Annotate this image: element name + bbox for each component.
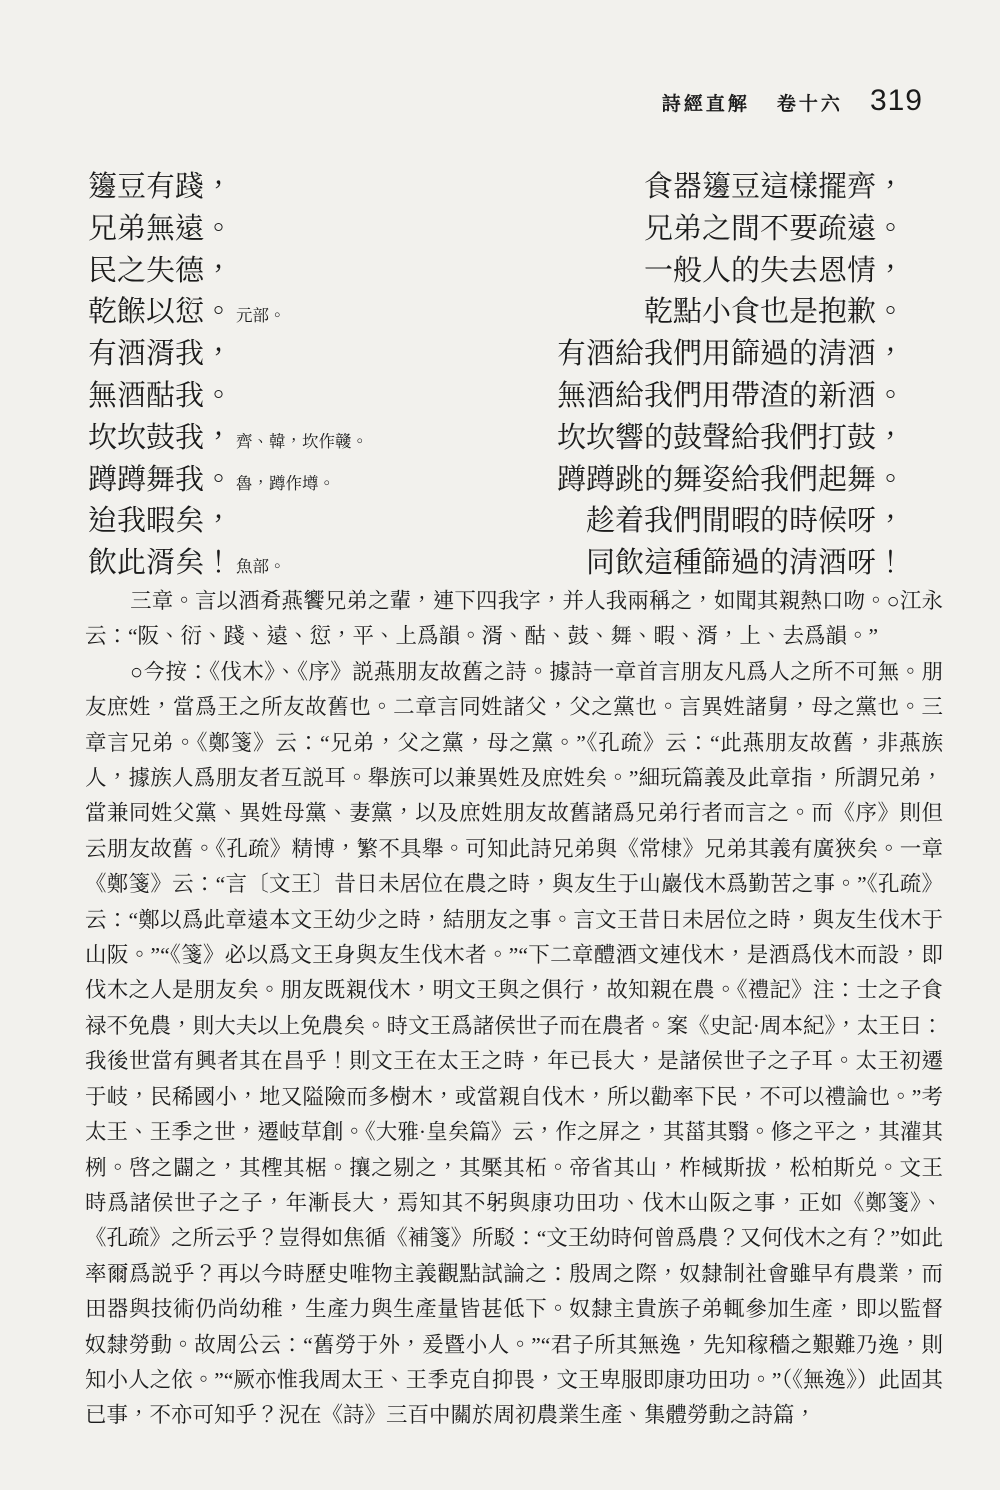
book-title: 詩經直解	[661, 94, 750, 115]
verse-translation-text: 坎坎響的鼓聲給我們打鼓，	[556, 421, 905, 454]
verse-phonetic-note: 魚部。	[236, 557, 286, 577]
verse-original-text: 兄弟無遠。	[88, 212, 234, 245]
verse-original-text: 飲此湑矣！	[88, 547, 234, 580]
verse-section	[88, 164, 905, 582]
verse-original	[88, 498, 236, 539]
verse-translation-text: 有酒給我們用篩過的清酒，	[556, 338, 905, 371]
verse-row	[88, 457, 905, 499]
verse-translation-text: 趁着我們閒暇的時候呀，	[585, 505, 905, 538]
running-head	[662, 84, 923, 118]
verse-translation-text: 無酒給我們用帶渣的新酒。	[556, 379, 905, 412]
verse-original	[88, 415, 368, 456]
commentary-editors-note: ○今按：《伐木》、《序》説燕朋友故舊之詩。據詩一章首言朋友凡爲人之所不可無。朋友庶姓，當爲王之所友故舊也。二章言同姓諸父，父之黨也。言異姓諸舅，母之黨也。三章言兄弟。《鄭箋》云：“兄弟，父之黨，母之黨。”《孔疏》云：“此燕朋友故舊，非燕族人，據族人爲朋友者互説耳。舉族可以兼異姓及庶姓矣。”細玩篇義及此章指，所謂兄弟，當兼同姓父黨、異姓母黨、妻黨，以及庶姓朋友故舊諸爲兄弟行者而言之。而《序》則但云朋友故舊。《孔疏》精博，繁不具舉。可知此詩兄弟與《常棣》兄弟其義有廣狹矣。一章《鄭箋》云：“言〔文王〕昔日未居位在農之時，與友生于山巖伐木爲勤苦之事。”《孔疏》云：“鄭以爲此章遠本文王幼少之時，結朋友之事。言文王昔日未居位之時，與友生伐木于山阪。”“《箋》必以爲文王身與友生伐木者。”“下二章醴酒文連伐木，是酒爲伐木而設，即伐木之人是朋友矣。朋友既親伐木，明文王與之俱行，故知親在農。《禮記》注：士之子食禄不免農，則大夫以上免農矣。時文王爲諸侯世子而在農者。案《史記·周本紀》，太王曰：我後世當有興者其在昌乎！則文王在太王之時，年已長大，是諸侯世子之子耳。太王初遷于岐，民稀國小，地又隘險而多樹木，或當親自伐木，所以勸率下民，不可以禮論也。”考太王、王季之世，遷岐草創。《大雅·皇矣篇》云，作之屏之，其菑其翳。修之平之，其灌其栵。啓之闢之，其檉其椐。攘之剔之，其檿其柘。帝省其山，柞棫斯拔，松柏斯兑。文王時爲諸侯世子之子，年漸長大，焉知其不躬與康功田功、伐木山阪之事，正如《鄭箋》、《孔疏》之所云乎？豈得如焦循《補箋》所駁：“文王幼時何曾爲農？又何伐木之有？”如此率爾爲説乎？再以今時歷史唯物主義觀點試論之：殷周之際，奴隸制社會雖早有農業，而田器與技術仍尚幼稚，生產力與生產量皆甚低下。奴隸主貴族子弟輒參加生產，即以監督奴隸勞動。故周公云：“舊勞于外，爰暨小人。”“君子所其無逸，先知稼穡之艱難乃逸，則知小人之依。”“厥亦惟我周太王、王季克自抑畏，文王卑服即康功田功。”（《無逸》）此固其已事，不亦可知乎？況在《詩》三百中關於周初農業生產、集體勞動之詩篇，	[85, 659, 943, 1428]
verse-row	[88, 289, 905, 331]
verse-phonetic-note: 元部。	[236, 306, 286, 326]
verse-row	[88, 331, 905, 373]
verse-original-text: 迨我暇矣，	[88, 505, 234, 538]
verse-original-text: 籩豆有踐，	[88, 171, 234, 203]
verse-phonetic-note: 魯，蹲作墫。	[236, 473, 336, 493]
verse-original	[88, 164, 236, 205]
verse-translation-text: 蹲蹲跳的舞姿給我們起舞。	[556, 463, 905, 496]
verse-original-text: 蹲蹲舞我。	[88, 463, 234, 496]
verse-phonetic-note: 齊、韓，坎作竷。	[236, 431, 369, 451]
verse-original	[88, 540, 286, 581]
verse-translation-text: 兄弟之間不要疏遠。	[643, 212, 905, 245]
verse-row	[88, 373, 905, 415]
verse-row	[88, 248, 905, 290]
verse-translation-text: 乾點小食也是抱歉。	[643, 296, 905, 329]
verse-row	[88, 164, 905, 206]
verse-original-text: 無酒酤我。	[88, 379, 234, 412]
verse-original	[88, 373, 236, 414]
verse-row	[88, 206, 905, 248]
commentary-stanza-summary: 三章。言以酒肴燕饗兄弟之輩，連下四我字，并人我兩稱之，如聞其親熱口吻。○江永云：“阪、衍、踐、遠、愆，平、上爲韻。湑、酤、鼓、舞、暇、湑，上、去爲韻。”	[85, 589, 943, 649]
verse-translation-text: 同飲這種篩過的清酒呀！	[585, 547, 905, 580]
page-number: 319	[869, 84, 923, 117]
verse-row	[88, 540, 905, 582]
verse-row	[88, 415, 905, 457]
verse-original-text: 民之失德，	[88, 254, 234, 287]
verse-translation-text: 一般人的失去恩情，	[643, 254, 905, 287]
verse-row	[88, 498, 905, 540]
commentary-section	[85, 584, 943, 1434]
verse-original-text: 有酒湑我，	[88, 338, 234, 371]
verse-original	[88, 206, 236, 247]
volume-label: 卷十六	[776, 94, 843, 115]
verse-translation-text: 食器籩豆這樣擺齊，	[643, 171, 905, 203]
verse-original	[88, 331, 236, 372]
verse-original	[88, 248, 236, 289]
verse-original	[88, 289, 286, 330]
verse-original	[88, 457, 335, 498]
verse-original-text: 坎坎鼓我，	[88, 421, 234, 454]
verse-original-text: 乾餱以愆。	[88, 296, 234, 329]
